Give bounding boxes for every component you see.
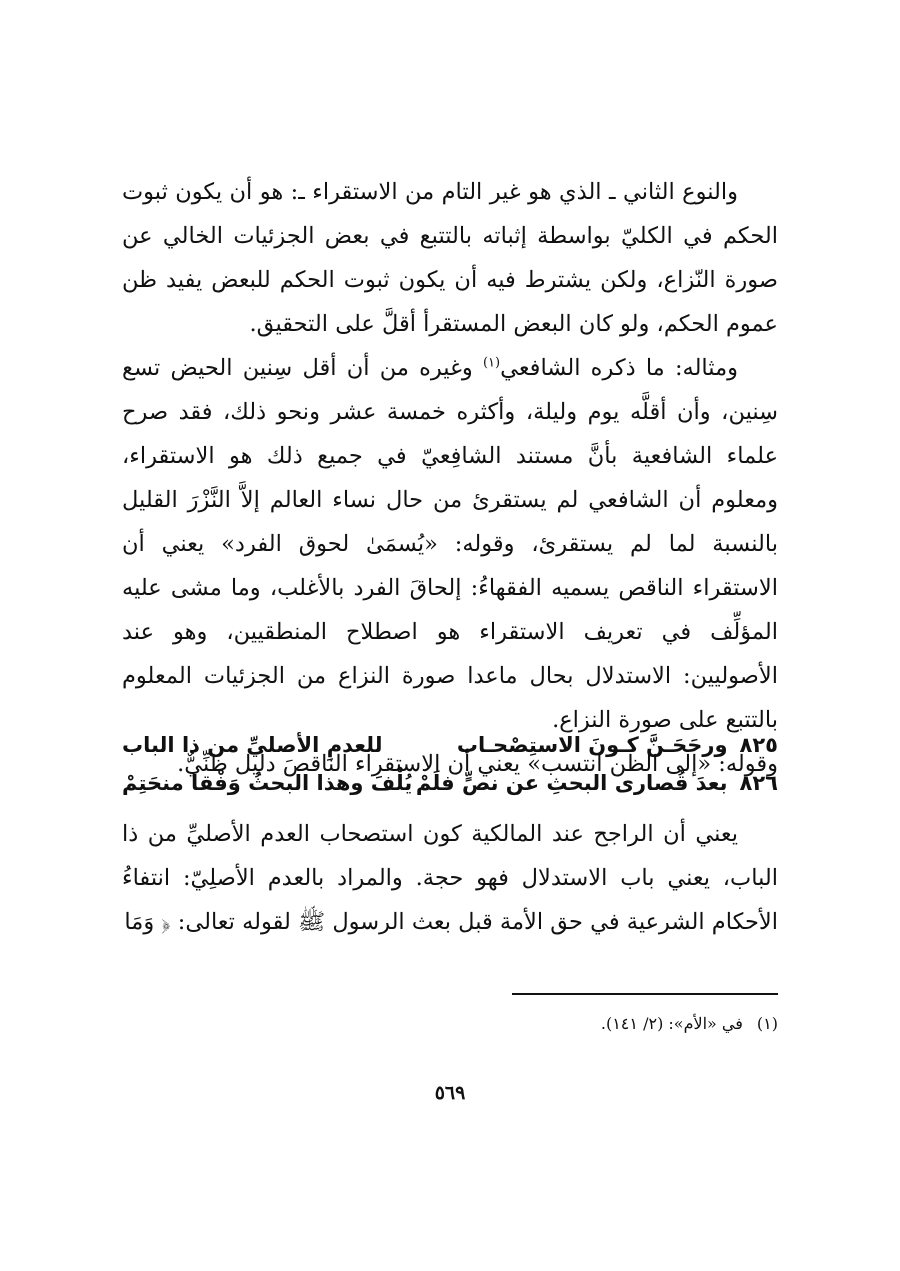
verse-first-hemistich: بعدَ قُصارى البحثِ عن نصٍّ فلَمْ [415, 771, 728, 795]
paragraph-incomplete-induction: والنوع الثاني ـ الذي هو غير التام من الاستقراء ـ: هو أن يكون ثبوت الحكم في الكليّ بواسطة إثباته بالتتبع في بعض الجزئيات الخالي عن صورة النّزاع، ولكن يشترط فيه أن يكون ثبوت الحكم للبعض يفيد ظن عموم الحكم، ولو كان البعض المستقرأ أقلَّ على التحقيق. [122, 179, 778, 337]
verse-second-hemistich: يُلْفَ وهذا البحثُ وَفْقا منحَتِمْ [122, 771, 413, 795]
verse-number: ٨٢٥ [739, 733, 778, 757]
footnote-marker[interactable]: (١) [482, 355, 501, 371]
paragraph-zann: وقوله: «إلى الظن انتسب» يعني أن الاستقراء الناقصَ دليل ظنِّيٌّ. [177, 751, 778, 777]
footnote [601, 1012, 778, 1036]
footnote-number: (١) [756, 1014, 778, 1033]
verse-explanation [122, 812, 778, 944]
paragraph-istishab: يعني أن الراجح عند المالكية كون استصحاب العدم الأصليِّ من ذا الباب، يعني باب الاستدلال فهو حجة. والمراد بالعدم الأصلِيّ: انتفاءُ الأحكام الشرعية في حق الأمة قبل بعث الرسول ﷺ لقوله تعالى: ﴿ وَمَا [122, 821, 778, 935]
verse-number: ٨٢٦ [739, 771, 778, 795]
footnote-text: في «الأم»: (٢/ ١٤١). [600, 1014, 743, 1033]
page-number: ٥٦٩ [434, 1082, 466, 1104]
verse-line [122, 764, 778, 802]
paragraph-example-rest: وغيره من أن أقل سِنين الحيض تسع سِنين، وأن أقلَّه يوم وليلة، وأكثره خمسة عشر ونحو ذلك، فقد صرح علماء الشافعية بأنَّ مستند الشافِعيّ في جميع ذلك هو الاستقراء، ومعلوم أن الشافعي لم يستقرئ من حال نساء العالم إلاَّ النَّزْرَ القليل بالنسبة لما لم يستقرئ، وقوله: «يُسمَىٰ لحوق الفرد» يعني أن الاستقراء الناقص يسميه الفقهاءُ: إلحاقَ الفرد بالأغلب، وما مشى عليه المؤلِّف في تعريف الاستقراء هو اصطلاح المنطقيين، وهو عند الأصوليين: الاستدلال بحال ماعدا صورة النزاع من الجزئيات المعلوم بالتتبع على صورة النزاع. [122, 355, 778, 733]
verse-block [122, 726, 778, 802]
paragraph-example [122, 346, 778, 742]
paragraph-example-lead: ومثاله: ما ذكره الشافعي [500, 355, 738, 381]
verse-first-hemistich: ورجَحَـنَّ كـونَ الاستِصْحـاب [456, 733, 728, 757]
verse-second-hemistich: للعدمِ الأصليِّ من ذا الباب [121, 733, 383, 757]
commentary-body [122, 170, 778, 786]
verse-line [122, 726, 778, 764]
footnote-divider [512, 993, 778, 995]
